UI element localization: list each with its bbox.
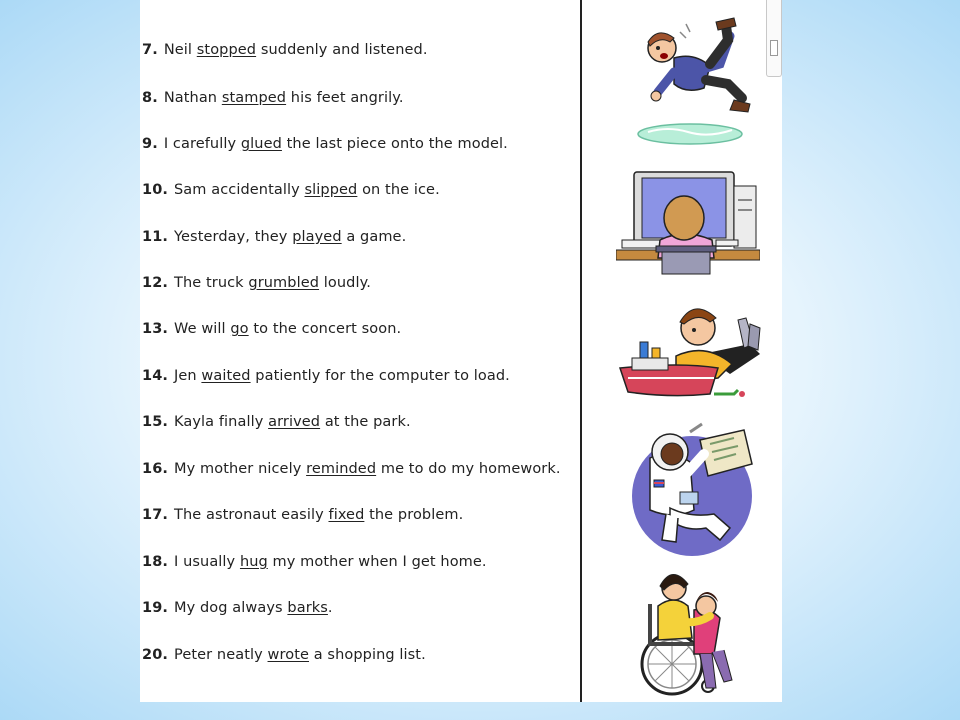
sentence-text: me to do my homework.	[376, 461, 561, 477]
underlined-verb: barks	[287, 600, 328, 616]
sentence-text: Sam accidentally	[174, 182, 305, 198]
boy-gluing-model-ship-icon	[618, 298, 770, 402]
scrollbar-stub[interactable]	[766, 0, 782, 77]
sentence-16	[142, 461, 561, 477]
underlined-verb: played	[292, 229, 342, 245]
sentence-text: Yesterday, they	[174, 229, 293, 245]
sentence-number: 7.	[142, 42, 158, 58]
sentence-text: Peter neatly	[174, 647, 268, 663]
sentence-text: We will	[174, 321, 231, 337]
underlined-verb: arrived	[268, 414, 321, 430]
sentence-number: 13.	[142, 321, 168, 337]
sentence-text: his feet angrily.	[286, 90, 404, 106]
sentence-14	[142, 368, 510, 384]
sentence-8	[142, 90, 404, 106]
sentence-text: my mother when I get home.	[267, 554, 487, 570]
underlined-verb: hug	[239, 554, 268, 570]
sentence-text: The truck	[174, 275, 249, 291]
sentence-text: on the ice.	[357, 182, 440, 198]
sentence-text: the last piece onto the model.	[281, 136, 508, 152]
sentence-text: to the concert soon.	[248, 321, 402, 337]
sentence-number: 17.	[142, 507, 168, 523]
worksheet-page	[140, 0, 782, 702]
sentence-text: suddenly and listened.	[256, 42, 428, 58]
sentence-10	[142, 182, 440, 198]
underlined-verb: fixed	[328, 507, 365, 523]
underlined-verb: glued	[240, 136, 282, 152]
sentence-number: 19.	[142, 600, 168, 616]
sentence-text: Kayla finally	[174, 414, 269, 430]
sentence-list	[140, 0, 580, 702]
sentence-text: I carefully	[163, 136, 241, 152]
sentence-text: I usually	[174, 554, 240, 570]
sentence-17	[142, 507, 463, 523]
sentence-11	[142, 229, 406, 245]
underlined-verb: wrote	[267, 647, 310, 663]
sentence-text: Jen	[174, 368, 202, 384]
sentence-text: Nathan	[163, 90, 222, 106]
sentence-number: 15.	[142, 414, 168, 430]
underlined-verb: grumbled	[248, 275, 320, 291]
sentence-text: a game.	[341, 229, 407, 245]
sentence-15	[142, 414, 411, 430]
sentence-text: My dog always	[174, 600, 288, 616]
sentence-number: 12.	[142, 275, 168, 291]
sentence-7	[142, 42, 428, 58]
sentence-text: the problem.	[364, 507, 464, 523]
sentence-text: a shopping list.	[309, 647, 426, 663]
sentence-text: loudly.	[319, 275, 371, 291]
sentence-13	[142, 321, 401, 337]
sentence-number: 16.	[142, 461, 168, 477]
sentence-number: 14.	[142, 368, 168, 384]
underlined-verb: stopped	[196, 42, 257, 58]
sentence-text: patiently for the computer to load.	[250, 368, 510, 384]
underlined-verb: waited	[201, 368, 251, 384]
underlined-verb: go	[230, 321, 249, 337]
underlined-verb: stamped	[221, 90, 287, 106]
astronaut-fixing-problem-icon	[630, 418, 754, 560]
scroll-thumb[interactable]	[770, 40, 778, 56]
sentence-text: The astronaut easily	[174, 507, 329, 523]
sentence-number: 9.	[142, 136, 158, 152]
child-at-computer-icon	[616, 170, 760, 276]
sentence-text: .	[327, 600, 333, 616]
column-divider	[580, 0, 582, 702]
sentence-number: 20.	[142, 647, 168, 663]
sentence-number: 10.	[142, 182, 168, 198]
sentence-19	[142, 600, 333, 616]
sentence-18	[142, 554, 487, 570]
sentence-20	[142, 647, 426, 663]
underlined-verb: reminded	[306, 461, 377, 477]
underlined-verb: slipped	[304, 182, 358, 198]
sentence-number: 18.	[142, 554, 168, 570]
boy-slipping-on-ice-icon	[628, 14, 762, 150]
sentence-text: My mother nicely	[174, 461, 307, 477]
sentence-text: at the park.	[320, 414, 411, 430]
sentence-text: Neil	[163, 42, 197, 58]
sentence-number: 8.	[142, 90, 158, 106]
sentence-12	[142, 275, 371, 291]
mother-hugging-child-icon	[636, 572, 752, 696]
sentence-9	[142, 136, 508, 152]
sentence-number: 11.	[142, 229, 168, 245]
